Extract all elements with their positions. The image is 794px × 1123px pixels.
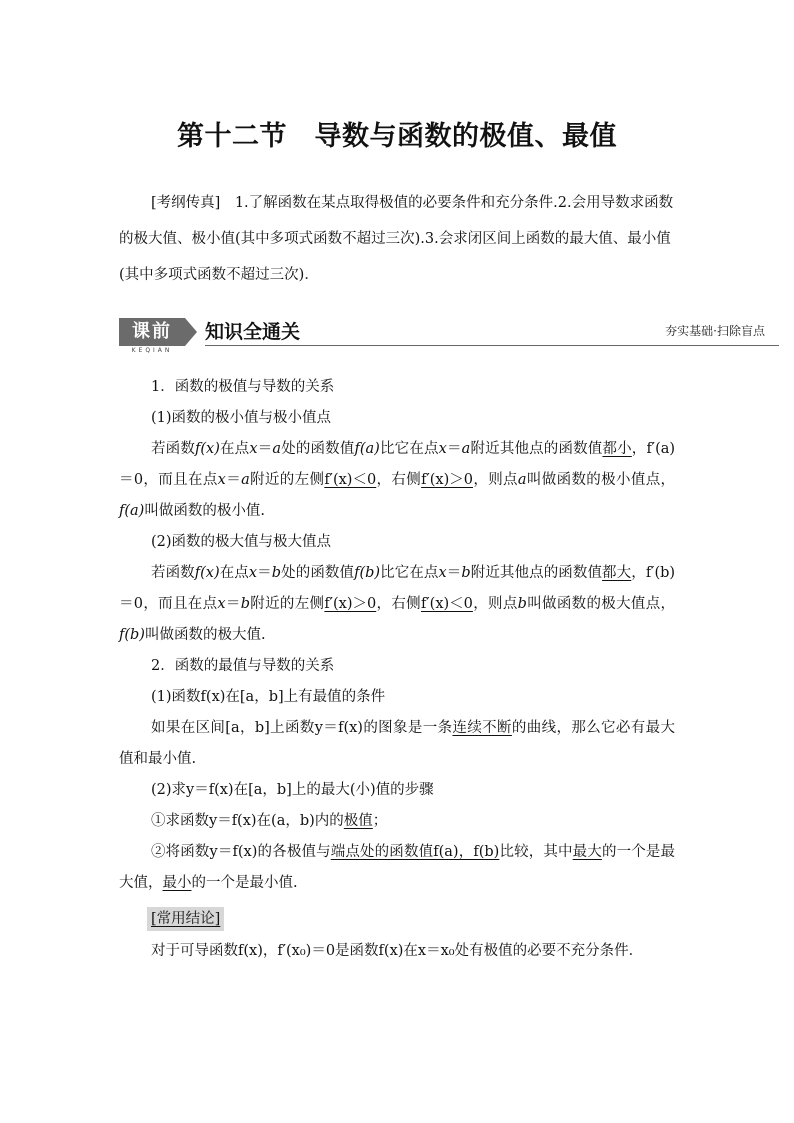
section-banner — [119, 316, 779, 356]
banner-tag: 课前 — [119, 318, 185, 346]
section-1-sub-1: (1)函数的极小值与极小值点 — [151, 410, 332, 426]
syllabus-text: 1.了解函数在某点取得极值的必要条件和充分条件.2.会用导数求函数的极大值、极小值(其中多项式函数不超过三次).3.会求闭区间上函数的最大值、最小值(其中多项式函数不超过三次)． — [119, 195, 674, 283]
section-2-sub-1: (1)函数f(x)在[a，b]上有最值的条件 — [151, 689, 386, 705]
section-1-title: 1．函数的极值与导数的关系 — [151, 379, 335, 395]
section-1-paragraph-1: 若函数f(x)在点x＝a处的函数值f(a)比它在点x＝a附近其他点的函数值都小，f′(a)＝0，而且在点x＝a附近的左侧f′(x)＜0，右侧f′(x)＞0，则点a叫做函数的极小值点，f(a)叫做函数的极小值. — [119, 441, 676, 519]
syllabus-label: [考纲传真] — [151, 195, 221, 211]
banner-rule — [205, 345, 779, 346]
common-conclusion-tag: [常用结论] — [147, 907, 224, 931]
banner-tag-pinyin: KEQIAN — [131, 347, 173, 354]
common-conclusion-text: 对于可导函数f(x)，f′(x₀)＝0是函数f(x)在x＝x₀处有极值的必要不充分条件． — [151, 943, 644, 959]
section-1-paragraph-2: 若函数f(x)在点x＝b处的函数值f(b)比它在点x＝b附近其他点的函数值都大，f′(b)＝0，而且在点x＝b附近的左侧f′(x)＞0，右侧f′(x)＜0，则点b叫做函数的极大值点，f(b)叫做函数的极大值. — [119, 565, 676, 643]
section-2-step-1: ①求函数y＝f(x)在(a，b)内的极值； — [151, 813, 388, 829]
banner-heading: 知识全通关 — [205, 321, 301, 343]
syllabus-paragraph — [119, 185, 675, 293]
banner-arrow-icon — [185, 318, 197, 346]
section-2-sub-2: (2)求y＝f(x)在[a，b]上的最大(小)值的步骤 — [151, 782, 434, 798]
page-title: 第十二节 导数与函数的极值、最值 — [177, 121, 617, 152]
section-2-paragraph-1: 如果在区间[a，b]上函数y＝f(x)的图象是一条连续不断的曲线，那么它必有最大值和最小值. — [119, 720, 675, 767]
section-2-step-2: ②将函数y＝f(x)的各极值与端点处的函数值f(a)，f(b)比较，其中最大的一个是最大值，最小的一个是最小值. — [119, 844, 675, 891]
banner-slogan: 夯实基础·扫除盲点 — [665, 324, 765, 338]
section-1-sub-2: (2)函数的极大值与极大值点 — [151, 534, 332, 550]
section-2-title: 2．函数的最值与导数的关系 — [151, 658, 335, 674]
main-content — [119, 372, 675, 971]
